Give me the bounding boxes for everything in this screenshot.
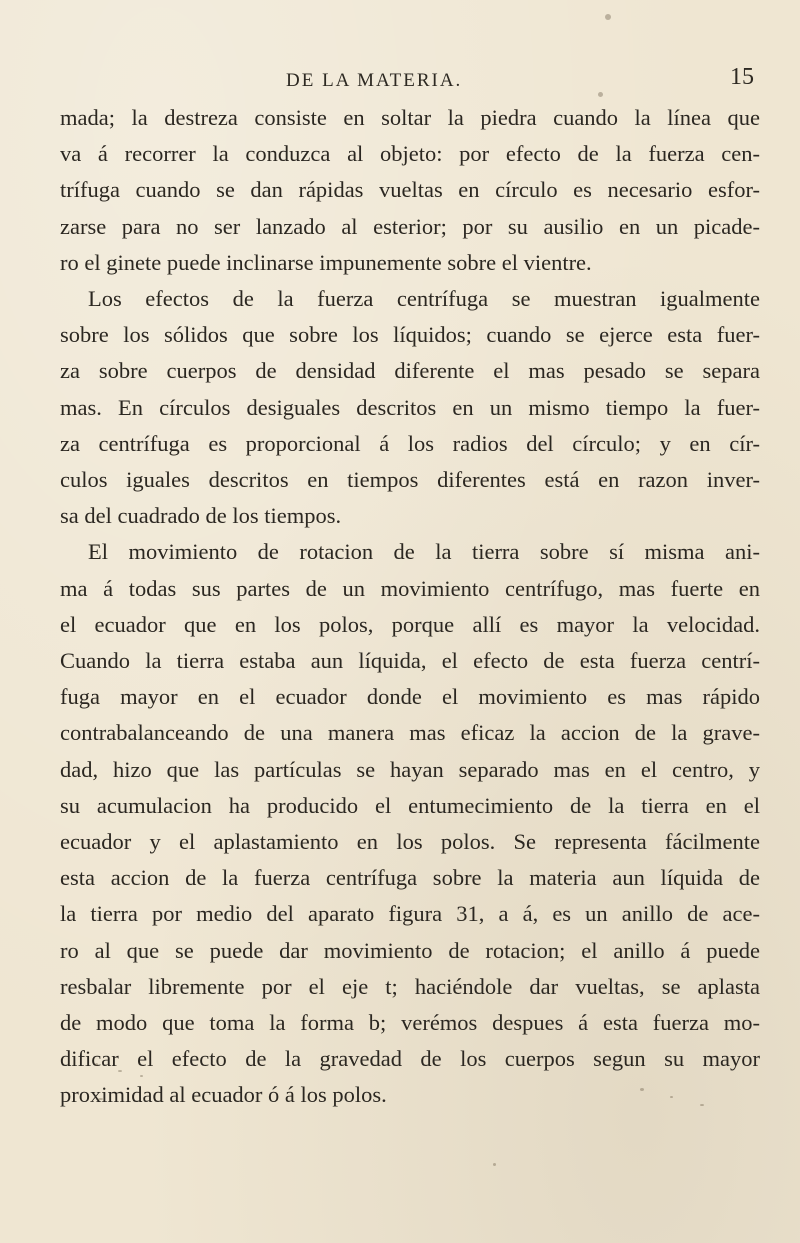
paper-speck (640, 1088, 644, 1091)
paper-speck (670, 1096, 673, 1098)
text-line: culos iguales descritos en tiempos diferentes está en razon inver- (60, 467, 760, 493)
text-line: fuga mayor en el ecuador donde el movimiento es mas rápido (60, 684, 760, 710)
text-line: Los efectos de la fuerza centrífuga se muestran igualmente (88, 286, 760, 312)
text-line: el ecuador que en los polos, porque allí es mayor la velocidad. (60, 611, 760, 637)
paper-speck (140, 1075, 143, 1077)
text-line: El movimiento de rotacion de la tierra sobre sí misma ani- (88, 539, 760, 565)
text-line: mas. En círculos desiguales descritos en un mismo tiempo la fuer- (60, 394, 760, 420)
paper-speck (95, 1063, 98, 1066)
paper-speck (700, 1104, 704, 1106)
text-line: mada; la destreza consiste en soltar la piedra cuando la línea que (60, 105, 760, 130)
text-line: Cuando la tierra estaba aun líquida, el efecto de esta fuerza centrí- (60, 648, 760, 674)
text-line: dificar el efecto de la gravedad de los cuerpos segun su mayor (60, 1046, 760, 1072)
text-line: va á recorrer la conduzca al objeto: por efecto de la fuerza cen- (60, 141, 760, 167)
body-text (60, 100, 760, 1114)
running-head: DE LA MATERIA. (286, 70, 463, 91)
text-line: ro el ginete puede inclinarse impunemente sobre el vientre. (60, 249, 592, 275)
text-line: esta accion de la fuerza centrífuga sobre la materia aun líquida de (60, 865, 760, 891)
text-line: la tierra por medio del aparato figura 31, a á, es un anillo de ace- (60, 901, 760, 927)
text-line: ecuador y el aplastamiento en los polos. Se representa fácilmente (60, 829, 760, 855)
paper-speck (598, 92, 603, 97)
text-line: dad, hizo que las partículas se hayan separado mas en el centro, y (60, 756, 760, 782)
text-line: resbalar libremente por el eje t; haciéndole dar vueltas, se aplasta (60, 973, 760, 999)
text-line: sobre los sólidos que sobre los líquidos; cuando se ejerce esta fuer- (60, 322, 760, 348)
text-line: contrabalanceando de una manera mas eficaz la accion de la grave- (60, 720, 760, 746)
text-line: trífuga cuando se dan rápidas vueltas en círculo es necesario esfor- (60, 177, 760, 203)
text-line: zarse para no ser lanzado al esterior; por su ausilio en un picade- (60, 213, 760, 239)
page-number: 15 (730, 64, 754, 90)
text-line: de modo que toma la forma b; verémos despues á esta fuerza mo- (60, 1010, 760, 1036)
text-line: proximidad al ecuador ó á los polos. (60, 1082, 387, 1108)
paper-speck (118, 1070, 122, 1072)
text-line: za centrífuga es proporcional á los radios del círculo; y en cír- (60, 430, 760, 456)
text-line: ro al que se puede dar movimiento de rotacion; el anillo á puede (60, 937, 760, 963)
paper-speck (98, 1098, 103, 1100)
paper-speck (605, 14, 611, 20)
text-line: ma á todas sus partes de un movimiento centrífugo, mas fuerte en (60, 575, 760, 601)
text-line: sa del cuadrado de los tiempos. (60, 503, 342, 529)
text-line: su acumulacion ha producido el entumecimiento de la tierra en el (60, 792, 760, 818)
paper-speck (493, 1163, 496, 1166)
text-line: za sobre cuerpos de densidad diferente el mas pesado se separa (60, 358, 760, 384)
